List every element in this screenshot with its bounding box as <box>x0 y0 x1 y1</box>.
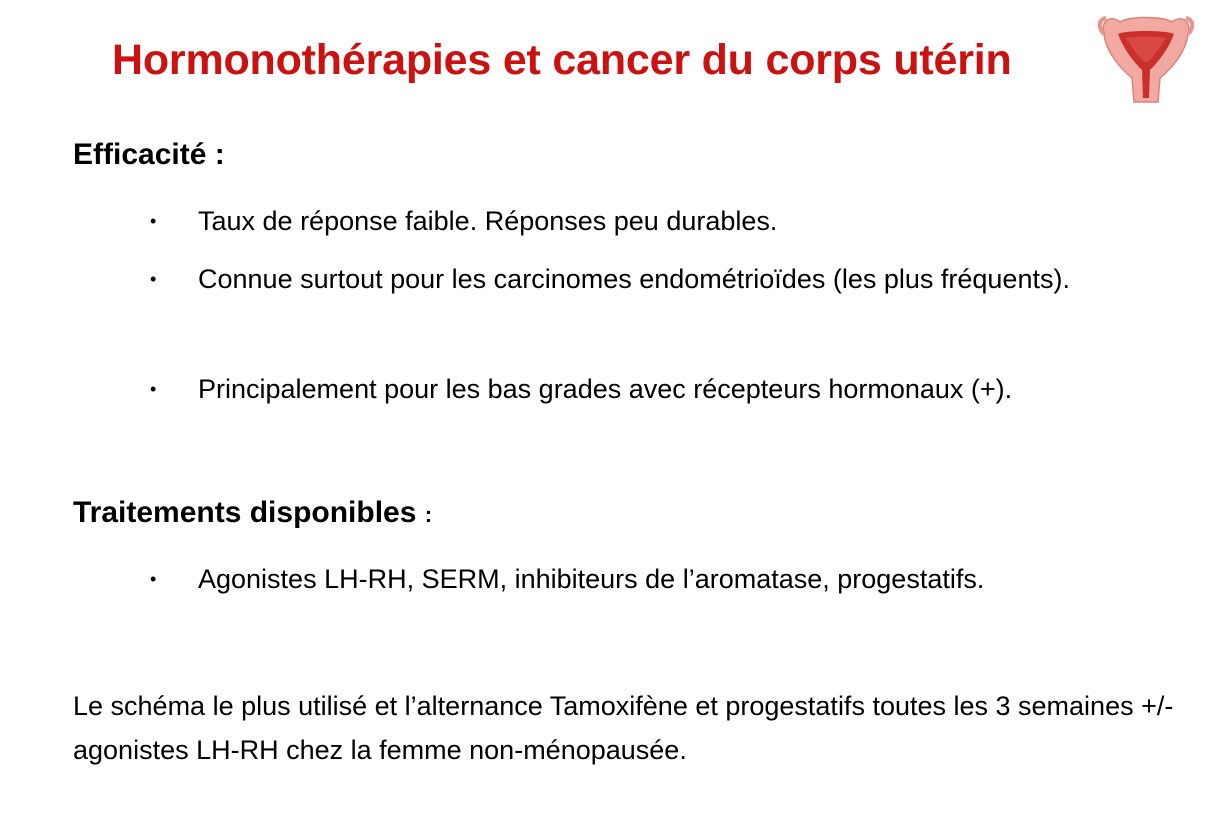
bullet-symbol: • <box>150 269 157 289</box>
heading-traitements: Traitements disponibles : <box>73 496 433 529</box>
bullet-symbol: • <box>150 569 157 589</box>
heading-efficacite: Efficacité : <box>73 138 225 171</box>
bullet-symbol: • <box>150 211 157 231</box>
uterus-icon <box>1096 12 1196 108</box>
bullet-symbol: • <box>150 379 157 399</box>
conclusion-paragraph: Le schéma le plus utilisé et l’alternance Tamoxifène et progestatifs toutes les 3 semaines +/- agonistes LH-RH chez la femme non-ménopausée. <box>73 691 1174 765</box>
slide-title: Hormonothérapies et cancer du corps utérin <box>112 36 1012 84</box>
slide: Hormonothérapies et cancer du corps utérin Efficacité : • Taux de réponse faible. Réponses peu durables. • Connue surtout pour les carcinomes endométrioïdes (les plus fréquents). • Principalement pour les bas grades avec récepteurs hormonaux (+). Traitements disponibles : • Agonistes LH-RH, SERM, inhibiteurs de l’aromatase, progestatifs. Le schéma le plus utilisé et l’alternance Tamoxifène et progestatifs toutes les 3 semaines +/- agonistes LH-RH chez la femme non-ménopausée. <box>0 0 1218 830</box>
